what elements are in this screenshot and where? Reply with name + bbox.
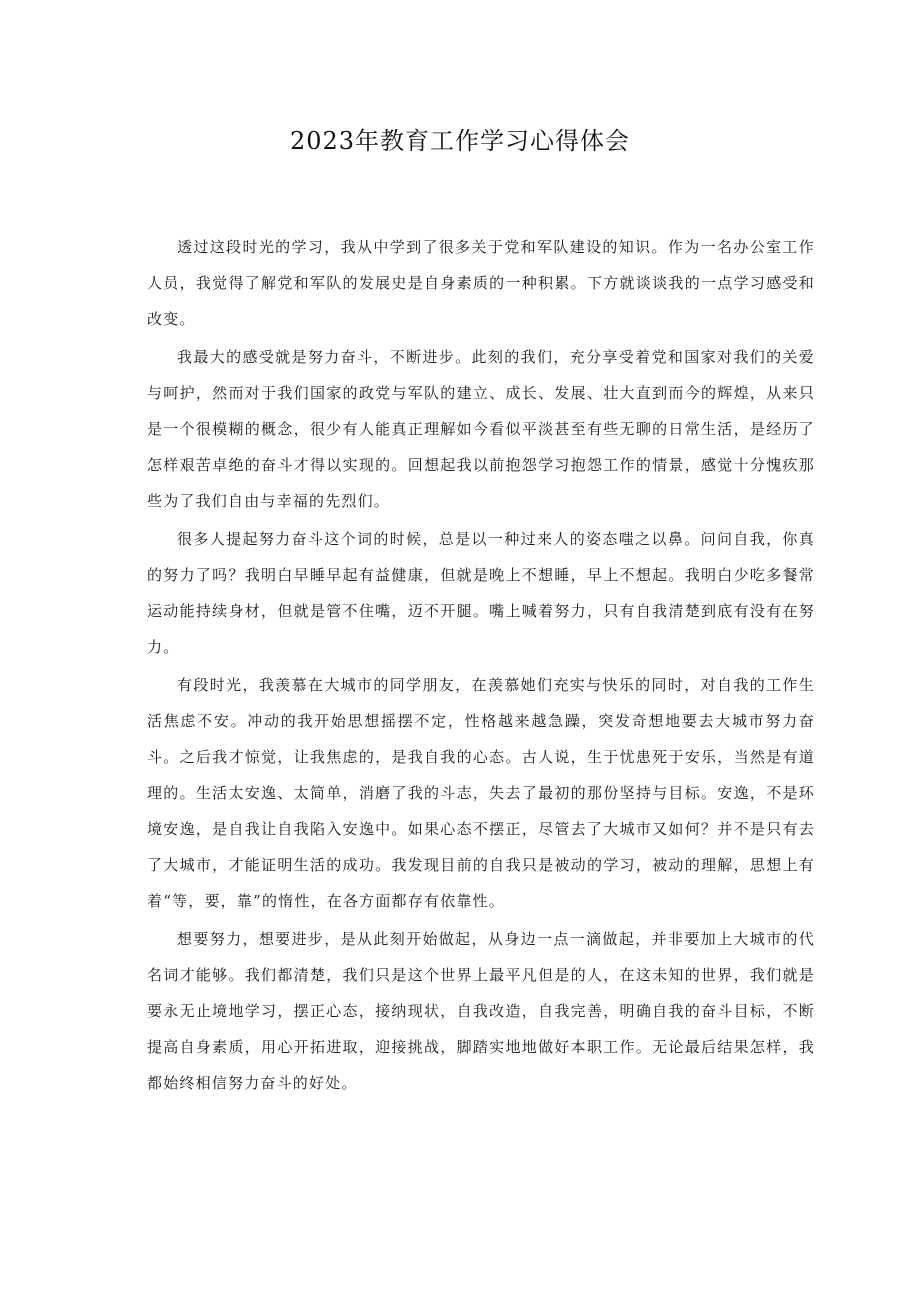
document-body: [147, 229, 815, 1103]
document-title: 2023年教育工作学习心得体会: [289, 127, 631, 155]
paragraph: 透过这段时光的学习，我从中学到了很多关于党和军队建设的知识。作为一名办公室工作人员，我觉得了解党和军队的发展史是自身素质的一种积累。下方就谈谈我的一点学习感受和改变。: [147, 238, 815, 328]
paragraph: 想要努力，想要进步，是从此刻开始做起，从身边一点一滴做起，并非要加上大城市的代名词才能够。我们都清楚，我们只是这个世界上最平凡但是的人，在这未知的世界，我们就是要永无止境地学习，摆正心态，接纳现状，自我改造，自我完善，明确自我的奋斗目标，不断提高自身素质，用心开拓进取，迎接挑战，脚踏实地地做好本职工作。无论最后结果怎样，我都始终相信努力奋斗的好处。: [147, 930, 815, 1092]
paragraph: 有段时光，我羡慕在大城市的同学朋友，在羡慕她们充实与快乐的同时，对自我的工作生活焦虑不安。冲动的我开始思想摇摆不定，性格越来越急躁，突发奇想地要去大城市努力奋斗。之后我才惊觉，让我焦虑的，是我自我的心态。古人说，生于忧患死于安乐，当然是有道理的。生活太安逸、太简单，消磨了我的斗志，失去了最初的那份坚持与目标。安逸，不是环境安逸，是自我让自我陷入安逸中。如果心态不摆正，尽管去了大城市又如何？并不是只有去了大城市，才能证明生活的成功。我发现目前的自我只是被动的学习，被动的理解，思想上有着“等，要，靠”的惰性，在各方面都存有依靠性。: [147, 676, 815, 910]
paragraph: 我最大的感受就是努力奋斗，不断进步。此刻的我们，充分享受着党和国家对我们的关爱与呵护，然而对于我们国家的政党与军队的建立、成长、发展、壮大直到而今的辉煌，从来只是一个很模糊的概念，很少有人能真正理解如今看似平淡甚至有些无聊的日常生活，是经历了怎样艰苦卓绝的奋斗才得以实现的。回想起我以前抱怨学习抱怨工作的情景，感觉十分愧疚那些为了我们自由与幸福的先烈们。: [147, 348, 815, 510]
paragraph: 很多人提起努力奋斗这个词的时候，总是以一种过来人的姿态嗤之以鼻。问问自我，你真的努力了吗？我明白早睡早起有益健康，但就是晚上不想睡，早上不想起。我明白少吃多餐常运动能持续身材，但就是管不住嘴，迈不开腿。嘴上喊着努力，只有自我清楚到底有没有在努力。: [147, 530, 815, 656]
